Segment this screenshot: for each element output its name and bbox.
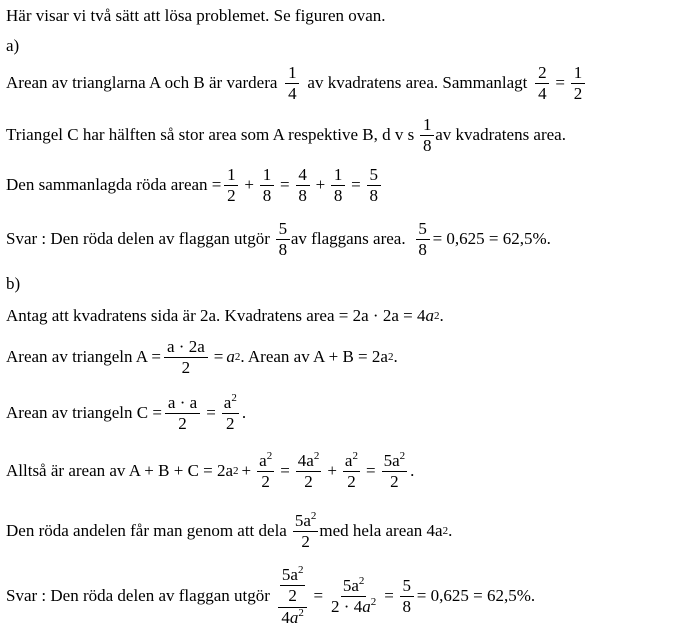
variable-a: a: [362, 596, 371, 616]
equals-sign: =: [213, 347, 224, 367]
fraction-5-8: [416, 220, 430, 259]
b2-text: Arean av triangeln A =: [6, 347, 161, 367]
period: .: [393, 347, 398, 367]
numerator: 5a: [281, 565, 298, 584]
fraction-a2a-over-2: [164, 338, 208, 377]
numerator: 2: [535, 64, 549, 84]
line-b5: Den röda andelen får man genom att dela $\frac{5a^2}{2}$ med hela arean 4a 2 .: [6, 510, 453, 551]
line-b6: [6, 566, 535, 627]
b2-mid-text: . Arean av A + B = 2a: [240, 347, 388, 367]
denominator: 2: [304, 471, 313, 491]
line-a1: [6, 64, 588, 103]
numerator: a · a: [165, 394, 200, 414]
denominator: 2: [301, 531, 310, 551]
fraction-1-2: [224, 166, 238, 205]
numerator: a: [223, 393, 232, 412]
denominator: 2: [288, 585, 297, 605]
numerator: 1: [420, 116, 434, 136]
numerator: 1: [571, 64, 585, 84]
variable-a: a: [289, 607, 299, 627]
equals-sign: =: [279, 175, 290, 195]
b4-text: Alltså är arean av A + B + C = 2a: [6, 461, 234, 481]
fraction-5-8: [400, 577, 414, 616]
a4-text: Svar : Den röda delen av flaggan utgör: [6, 229, 270, 249]
numerator: 1: [331, 166, 345, 186]
numerator: a · 2a: [164, 338, 208, 358]
numerator: 4: [296, 166, 310, 186]
equals-sign: =: [555, 73, 565, 93]
fraction-5a2-over-2: [382, 452, 408, 491]
b1-text: Antag att kvadratens sida är 2a. Kvadratens area = 2a · 2a = 4: [6, 306, 426, 325]
part-b-label-text: b): [6, 274, 21, 293]
period: .: [241, 403, 247, 423]
line-b3: [6, 394, 246, 433]
denominator: 4: [288, 83, 297, 103]
denominator: 8: [423, 135, 432, 155]
denominator: 2: [573, 83, 583, 103]
intro-line: Här visar vi två sätt att lösa problemet. Se figuren ovan.: [6, 6, 386, 25]
fraction-a2-over-2: [222, 394, 239, 433]
b5-post-text: med hela arean 4a: [319, 521, 443, 541]
numerator: 4a: [297, 451, 314, 470]
denominator: 4: [538, 83, 547, 103]
line-b4: Alltså är arean av A + B + C = 2a 2 + $\frac{a^2}{2}$ = $\frac{4a^2}{2}$ + $\frac{a^2}{2}$ = $\frac{5a^2}{2}$ .: [6, 450, 415, 491]
fraction-1-8: [331, 166, 345, 205]
part-a-label: [6, 36, 19, 56]
a4-mid-text: av flaggans area.: [290, 229, 406, 249]
fraction-4a2-over-2: [296, 452, 322, 491]
numerator: a: [259, 451, 267, 470]
fraction-aa-over-2: [165, 394, 200, 433]
denominator: 8: [402, 596, 412, 616]
denominator: 8: [333, 185, 343, 205]
denominator: 2: [261, 471, 270, 491]
exponent: 2: [266, 450, 273, 462]
plus-sign: +: [244, 175, 254, 195]
a4-post-text: = 0,625 = 62,5%.: [432, 229, 551, 249]
denominator: 2: [226, 413, 235, 433]
exponent: 2: [310, 510, 317, 522]
exponent: 2: [297, 564, 304, 576]
line-a2: [6, 116, 566, 155]
b5-text: Den röda andelen får man genom att dela: [6, 521, 287, 541]
fraction-5a2-over-2x4a2: [329, 574, 378, 616]
fraction-5a2-over-2: [293, 512, 319, 551]
part-a-label-text: a): [6, 36, 20, 55]
plus-sign: +: [241, 461, 252, 481]
variable-a: a: [425, 306, 434, 325]
equals-sign: =: [313, 586, 324, 606]
numerator: 5: [416, 220, 430, 240]
numerator: 1: [260, 166, 274, 186]
numerator: 1: [285, 64, 299, 84]
line-b2: Arean av triangeln A = $\frac{a \cdot 2a}{2}$ = a 2 . Arean av A + B = 2a 2 .: [6, 337, 398, 377]
exponent: 2: [370, 595, 377, 608]
fraction-4-8: [296, 166, 310, 205]
numerator: 5: [276, 220, 290, 240]
fraction-1-4: [285, 64, 299, 103]
exponent: 2: [298, 606, 304, 619]
a1-text: Arean av trianglarna A och B är vardera: [6, 73, 278, 93]
equals-sign: =: [351, 175, 361, 195]
equals-sign: =: [280, 461, 290, 481]
denominator: 8: [418, 239, 427, 259]
denominator: 2 · 4: [331, 596, 363, 616]
period: .: [439, 306, 444, 325]
denominator: 8: [369, 185, 379, 205]
numerator: a: [344, 451, 353, 470]
plus-sign: +: [315, 175, 326, 195]
numerator: 5a: [383, 451, 400, 470]
denominator: 8: [298, 185, 307, 205]
numerator: 5: [400, 577, 414, 597]
fraction-1-8: [260, 166, 274, 205]
denominator: 2: [181, 357, 191, 377]
inner-fraction-5a2-over-2: [280, 566, 306, 605]
variable-a: a: [226, 347, 235, 367]
exponent: 2: [313, 450, 320, 462]
fraction-1-8: [420, 116, 434, 155]
denominator: 8: [278, 239, 288, 259]
a2-post-text: av kvadratens area.: [435, 125, 566, 145]
equals-sign: =: [384, 586, 394, 606]
a3-text: Den sammanlagda röda arean =: [6, 175, 222, 195]
b6-text: Svar : Den röda delen av flaggan utgör: [6, 586, 270, 606]
part-b-label: [6, 274, 20, 294]
b6-post-text: = 0,625 = 62,5%.: [416, 586, 536, 606]
equals-sign: =: [365, 461, 376, 481]
line-b1: Antag att kvadratens sida är 2a. Kvadratens area = 2a · 2a = 4 a 2 .: [6, 306, 444, 325]
plus-sign: +: [327, 461, 337, 481]
fraction-a2-over-2: [343, 452, 360, 491]
fraction-1-2: [571, 64, 585, 103]
fraction-5-8: [367, 166, 381, 205]
numerator: 5a: [342, 575, 359, 595]
denominator: 8: [262, 185, 272, 205]
fraction-5-8: [276, 220, 290, 259]
line-a3: [6, 166, 384, 205]
denominator-coefficient: 4: [281, 607, 290, 627]
period: .: [448, 521, 453, 541]
numerator: 5: [367, 166, 381, 186]
numerator: 1: [224, 166, 238, 186]
exponent: 2: [231, 392, 237, 404]
denominator: 2: [178, 413, 187, 433]
denominator: 2: [347, 471, 356, 491]
b3-text: Arean av triangeln C =: [6, 403, 162, 423]
line-a4: [6, 220, 551, 259]
denominator: 2: [227, 185, 236, 205]
compound-fraction: [278, 566, 308, 627]
exponent: 2: [399, 450, 406, 462]
period: .: [410, 461, 415, 481]
denominator: 2: [390, 471, 399, 491]
intro-text: [6, 6, 386, 26]
equals-sign: =: [206, 403, 216, 423]
a2-text: Triangel C har hälften så stor area som A respektive B, d v s: [6, 125, 415, 145]
exponent: 2: [352, 450, 358, 462]
fraction-a2-over-2: [257, 452, 274, 491]
fraction-2-4: [535, 64, 549, 103]
exponent: 2: [358, 574, 365, 587]
numerator: 5a: [294, 511, 311, 530]
a1-mid-text: av kvadratens area. Sammanlagt: [307, 73, 528, 93]
